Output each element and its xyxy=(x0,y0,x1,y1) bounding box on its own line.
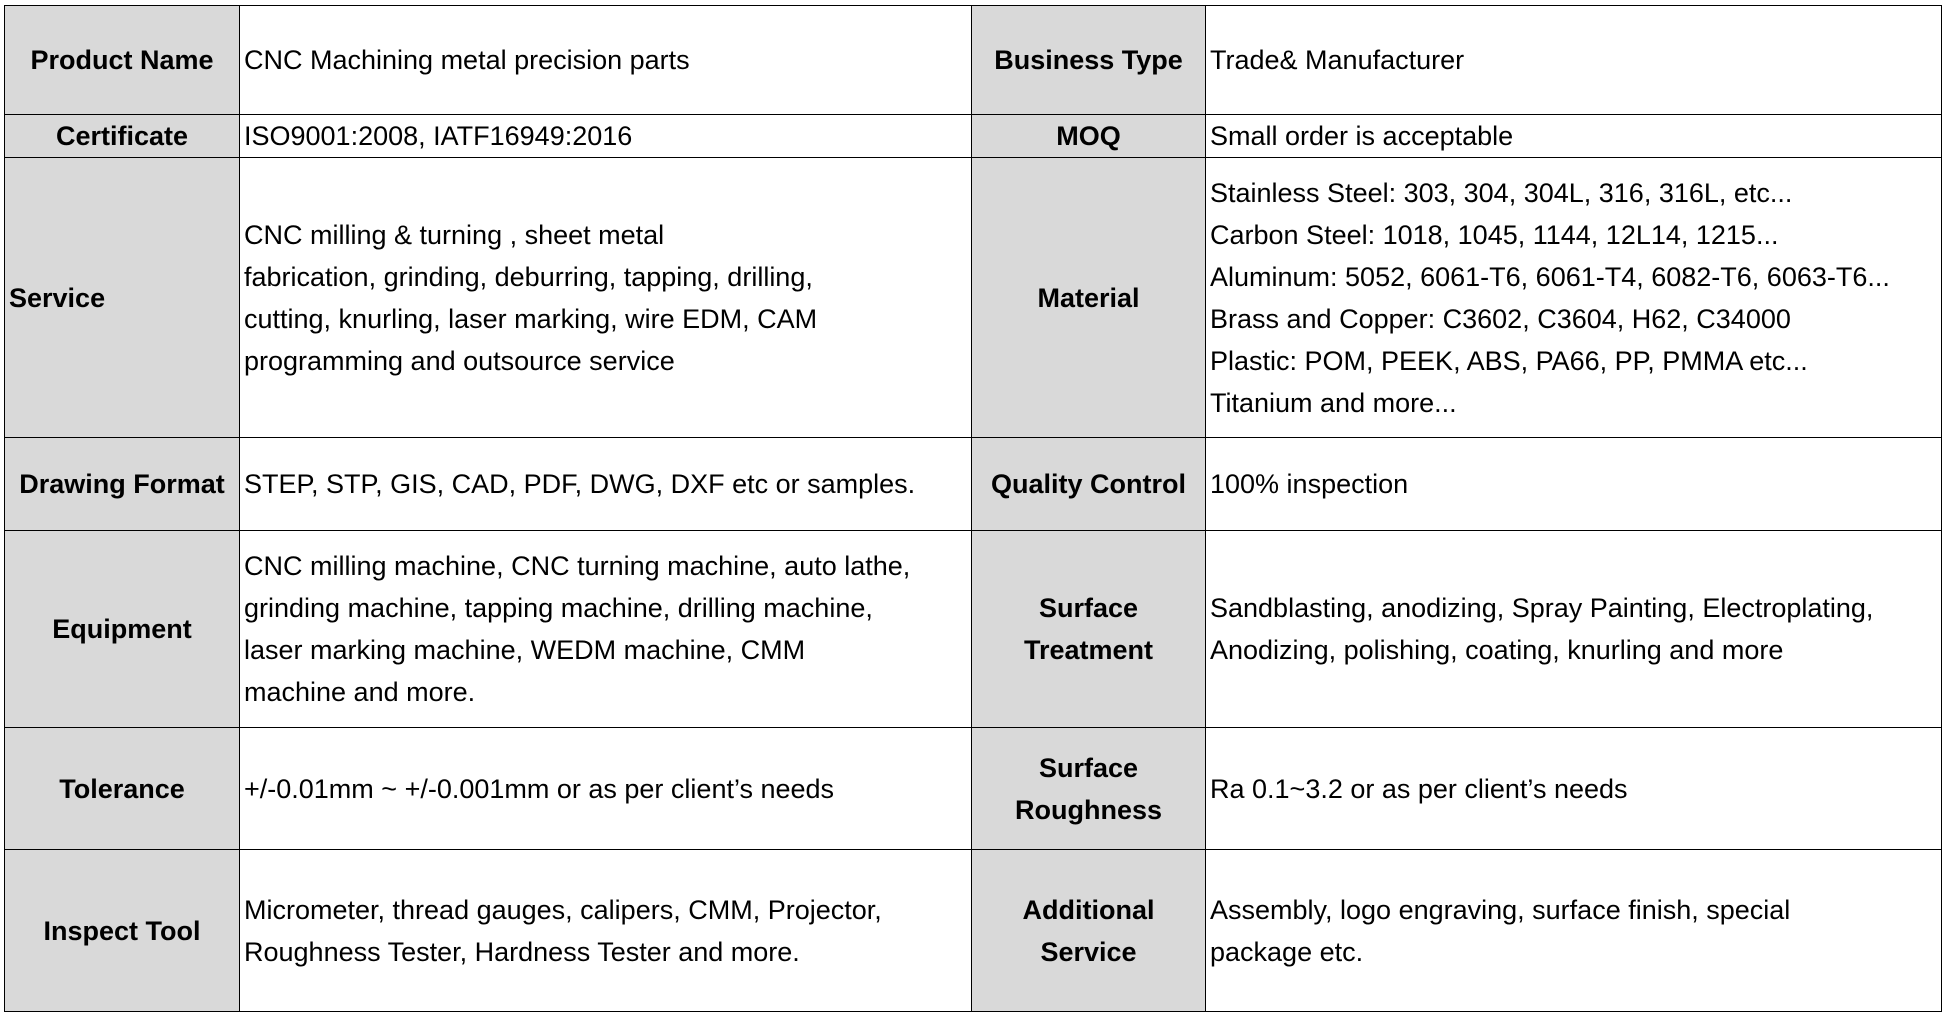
surface-roughness-value: Ra 0.1~3.2 or as per client’s needs xyxy=(1206,728,1942,850)
additional-service-value: Assembly, logo engraving, surface finish, special package etc. xyxy=(1206,850,1942,1012)
inspect-tool-label: Inspect Tool xyxy=(5,850,240,1012)
material-value: Stainless Steel: 303, 304, 304L, 316, 316L, etc... Carbon Steel: 1018, 1045, 1144, 12L14, 1215... Aluminum: 5052, 6061-T6, 6061-T4, 6082-T6, 6063-T6... Brass and Copper: C3602, C3604, H62, C34000 Plastic: POM, PEEK, ABS, PA66, PP, PMMA etc... Titanium and more... xyxy=(1206,158,1942,438)
drawing-format-label: Drawing Format xyxy=(5,438,240,531)
material-label: Material xyxy=(972,158,1206,438)
surface-treatment-value: Sandblasting, anodizing, Spray Painting, Electroplating, Anodizing, polishing, coating, knurling and more xyxy=(1206,531,1942,728)
table-row xyxy=(5,728,1942,850)
tolerance-value: +/-0.01mm ~ +/-0.001mm or as per client’s needs xyxy=(240,728,972,850)
certificate-label: Certificate xyxy=(5,115,240,158)
table-row xyxy=(5,6,1942,115)
product-name-label: Product Name xyxy=(5,6,240,115)
equipment-label: Equipment xyxy=(5,531,240,728)
inspect-tool-value: Micrometer, thread gauges, calipers, CMM, Projector, Roughness Tester, Hardness Tester and more. xyxy=(240,850,972,1012)
table-row xyxy=(5,115,1942,158)
additional-service-label: Additional Service xyxy=(972,850,1206,1012)
quality-control-label: Quality Control xyxy=(972,438,1206,531)
certificate-value: ISO9001:2008, IATF16949:2016 xyxy=(240,115,972,158)
surface-roughness-label: Surface Roughness xyxy=(972,728,1206,850)
service-label: Service xyxy=(5,158,240,438)
table-row xyxy=(5,531,1942,728)
surface-treatment-label: Surface Treatment xyxy=(972,531,1206,728)
table-row xyxy=(5,158,1942,438)
drawing-format-value: STEP, STP, GIS, CAD, PDF, DWG, DXF etc or samples. xyxy=(240,438,972,531)
product-name-value: CNC Machining metal precision parts xyxy=(240,6,972,115)
business-type-value: Trade& Manufacturer xyxy=(1206,6,1942,115)
quality-control-value: 100% inspection xyxy=(1206,438,1942,531)
table-row xyxy=(5,438,1942,531)
equipment-value: CNC milling machine, CNC turning machine, auto lathe, grinding machine, tapping machine, drilling machine, laser marking machine, WEDM machine, CMM machine and more. xyxy=(240,531,972,728)
product-spec-table xyxy=(4,5,1942,1012)
service-value: CNC milling & turning , sheet metal fabrication, grinding, deburring, tapping, drilling, cutting, knurling, laser marking, wire EDM, CAM programming and outsource service xyxy=(240,158,972,438)
tolerance-label: Tolerance xyxy=(5,728,240,850)
table-row xyxy=(5,850,1942,1012)
moq-value: Small order is acceptable xyxy=(1206,115,1942,158)
business-type-label: Business Type xyxy=(972,6,1206,115)
moq-label: MOQ xyxy=(972,115,1206,158)
